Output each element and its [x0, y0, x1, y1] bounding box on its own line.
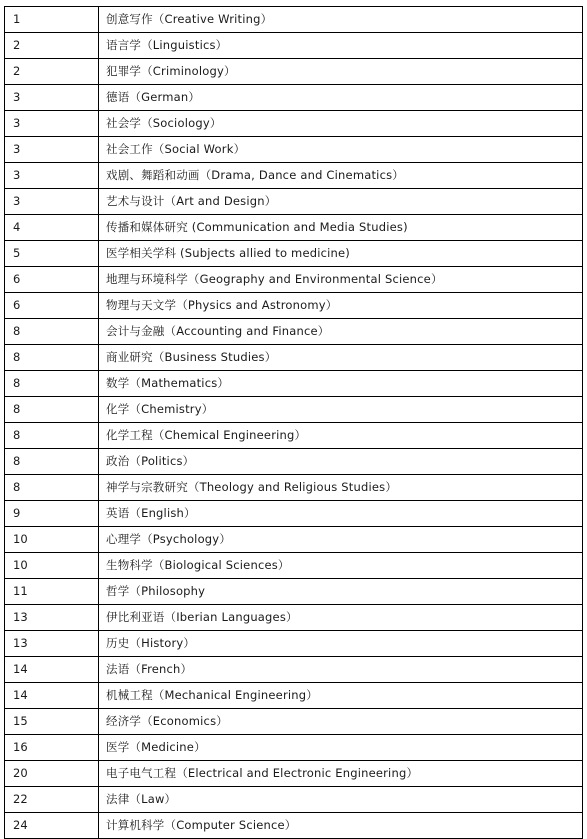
table-row	[5, 85, 583, 111]
table-body	[5, 7, 583, 839]
subject-cell: 创意写作（Creative Writing）	[99, 7, 583, 33]
rank-cell: 3	[5, 137, 99, 163]
table-row	[5, 59, 583, 85]
table-row	[5, 7, 583, 33]
subject-ranking-table-container	[4, 6, 582, 839]
subject-cell: 计算机科学（Computer Science）	[99, 813, 583, 839]
rank-cell: 6	[5, 267, 99, 293]
table-row	[5, 709, 583, 735]
rank-cell: 8	[5, 397, 99, 423]
table-row	[5, 787, 583, 813]
subject-cell: 哲学（Philosophy	[99, 579, 583, 605]
table-row	[5, 657, 583, 683]
rank-cell: 16	[5, 735, 99, 761]
subject-cell: 社会工作（Social Work）	[99, 137, 583, 163]
subject-ranking-table	[4, 6, 583, 839]
rank-cell: 8	[5, 319, 99, 345]
table-row	[5, 163, 583, 189]
subject-cell: 艺术与设计（Art and Design）	[99, 189, 583, 215]
rank-cell: 8	[5, 345, 99, 371]
subject-cell: 物理与天文学（Physics and Astronomy）	[99, 293, 583, 319]
rank-cell: 3	[5, 163, 99, 189]
rank-cell: 10	[5, 553, 99, 579]
table-row	[5, 319, 583, 345]
subject-cell: 神学与宗教研究（Theology and Religious Studies）	[99, 475, 583, 501]
rank-cell: 2	[5, 59, 99, 85]
table-row	[5, 137, 583, 163]
rank-cell: 8	[5, 423, 99, 449]
rank-cell: 13	[5, 631, 99, 657]
rank-cell: 4	[5, 215, 99, 241]
subject-cell: 社会学（Sociology）	[99, 111, 583, 137]
table-row	[5, 449, 583, 475]
table-row	[5, 631, 583, 657]
rank-cell: 3	[5, 189, 99, 215]
table-row	[5, 553, 583, 579]
table-row	[5, 267, 583, 293]
table-row	[5, 215, 583, 241]
subject-cell: 化学（Chemistry）	[99, 397, 583, 423]
table-row	[5, 345, 583, 371]
rank-cell: 15	[5, 709, 99, 735]
table-row	[5, 605, 583, 631]
subject-cell: 语言学（Linguistics）	[99, 33, 583, 59]
subject-cell: 戏剧、舞蹈和动画（Drama, Dance and Cinematics）	[99, 163, 583, 189]
subject-cell: 传播和媒体研究 (Communication and Media Studies)	[99, 215, 583, 241]
subject-cell: 经济学（Economics）	[99, 709, 583, 735]
table-row	[5, 579, 583, 605]
rank-cell: 3	[5, 111, 99, 137]
table-row	[5, 475, 583, 501]
subject-cell: 医学（Medicine）	[99, 735, 583, 761]
subject-cell: 法律（Law）	[99, 787, 583, 813]
subject-cell: 心理学（Psychology）	[99, 527, 583, 553]
table-row	[5, 501, 583, 527]
subject-cell: 商业研究（Business Studies）	[99, 345, 583, 371]
table-row	[5, 527, 583, 553]
table-row	[5, 371, 583, 397]
table-row	[5, 111, 583, 137]
subject-cell: 会计与金融（Accounting and Finance）	[99, 319, 583, 345]
rank-cell: 9	[5, 501, 99, 527]
rank-cell: 2	[5, 33, 99, 59]
rank-cell: 6	[5, 293, 99, 319]
rank-cell: 13	[5, 605, 99, 631]
subject-cell: 犯罪学（Criminology）	[99, 59, 583, 85]
subject-cell: 德语（German）	[99, 85, 583, 111]
rank-cell: 10	[5, 527, 99, 553]
rank-cell: 14	[5, 657, 99, 683]
table-row	[5, 293, 583, 319]
rank-cell: 20	[5, 761, 99, 787]
rank-cell: 1	[5, 7, 99, 33]
subject-cell: 法语（French）	[99, 657, 583, 683]
table-row	[5, 33, 583, 59]
table-row	[5, 683, 583, 709]
subject-cell: 电子电气工程（Electrical and Electronic Engineering）	[99, 761, 583, 787]
table-row	[5, 735, 583, 761]
table-row	[5, 761, 583, 787]
subject-cell: 化学工程（Chemical Engineering）	[99, 423, 583, 449]
subject-cell: 医学相关学科 (Subjects allied to medicine)	[99, 241, 583, 267]
rank-cell: 11	[5, 579, 99, 605]
rank-cell: 8	[5, 371, 99, 397]
table-row	[5, 813, 583, 839]
subject-cell: 机械工程（Mechanical Engineering）	[99, 683, 583, 709]
rank-cell: 24	[5, 813, 99, 839]
rank-cell: 14	[5, 683, 99, 709]
rank-cell: 8	[5, 449, 99, 475]
subject-cell: 英语（English）	[99, 501, 583, 527]
table-row	[5, 241, 583, 267]
rank-cell: 5	[5, 241, 99, 267]
subject-cell: 数学（Mathematics）	[99, 371, 583, 397]
rank-cell: 8	[5, 475, 99, 501]
rank-cell: 22	[5, 787, 99, 813]
subject-cell: 政治（Politics）	[99, 449, 583, 475]
rank-cell: 3	[5, 85, 99, 111]
subject-cell: 伊比利亚语（Iberian Languages）	[99, 605, 583, 631]
table-row	[5, 397, 583, 423]
subject-cell: 历史（History）	[99, 631, 583, 657]
subject-cell: 地理与环境科学（Geography and Environmental Science）	[99, 267, 583, 293]
table-row	[5, 189, 583, 215]
subject-cell: 生物科学（Biological Sciences）	[99, 553, 583, 579]
table-row	[5, 423, 583, 449]
